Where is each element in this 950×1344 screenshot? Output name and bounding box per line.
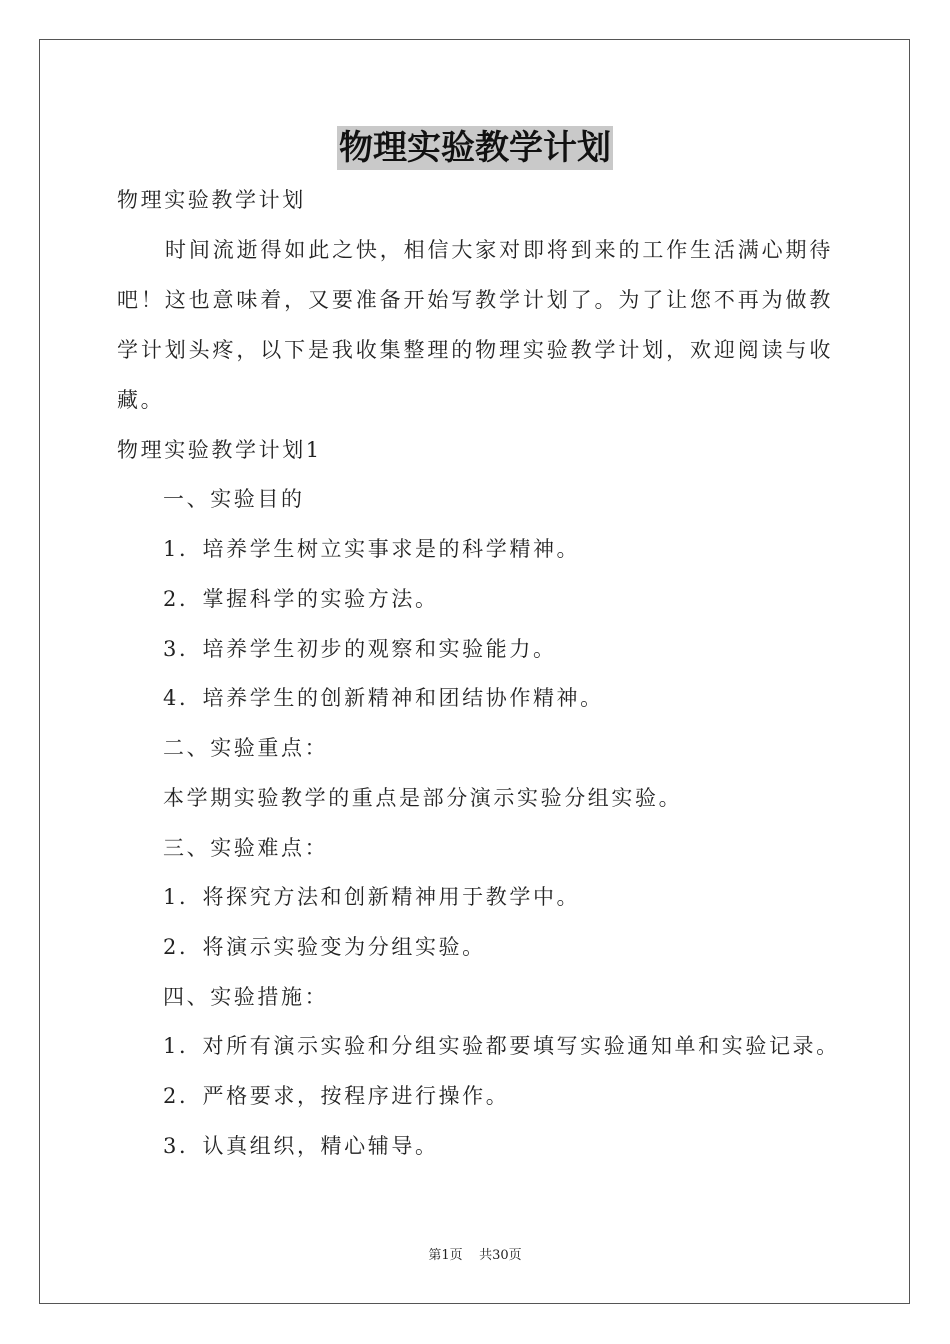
section-heading: 物理实验教学计划1: [117, 438, 322, 462]
page-total: 共30页: [479, 1248, 522, 1263]
list-item: 4．培养学生的创新精神和团结协作精神。: [163, 686, 604, 710]
heading-difficulties: 三、实验难点：: [163, 836, 329, 860]
list-item: 1．对所有演示实验和分组实验都要填写实验通知单和实验记录。: [163, 1034, 840, 1058]
heading-objectives: 一、实验目的: [163, 487, 305, 511]
list-item: 3．认真组织，精心辅导。: [163, 1134, 439, 1158]
document-title: 物理实验教学计划: [339, 128, 611, 168]
page-footer: [0, 1247, 950, 1265]
paragraph: 本学期实验教学的重点是部分演示实验分组实验。: [163, 786, 683, 810]
heading-key-points: 二、实验重点：: [163, 736, 329, 760]
list-item: 2．将演示实验变为分组实验。: [163, 935, 486, 959]
list-item: 2．严格要求，按程序进行操作。: [163, 1084, 510, 1108]
intro-paragraph: 时间流逝得如此之快，相信大家对即将到来的工作生活满心期待吧！这也意味着，又要准备开始写教学计划了。为了让您不再为做教学计划头疼，以下是我收集整理的物理实验教学计划，欢迎阅读与收藏。: [117, 238, 833, 412]
page-number: 第1页: [428, 1248, 463, 1263]
title-container: [0, 126, 950, 170]
list-item: 2．掌握科学的实验方法。: [163, 587, 439, 611]
list-item: 1．将探究方法和创新精神用于教学中。: [163, 885, 581, 909]
list-item: 1．培养学生树立实事求是的科学精神。: [163, 537, 581, 561]
document-subtitle: 物理实验教学计划: [117, 188, 306, 212]
heading-measures: 四、实验措施：: [163, 985, 329, 1009]
list-item: 3．培养学生初步的观察和实验能力。: [163, 637, 557, 661]
